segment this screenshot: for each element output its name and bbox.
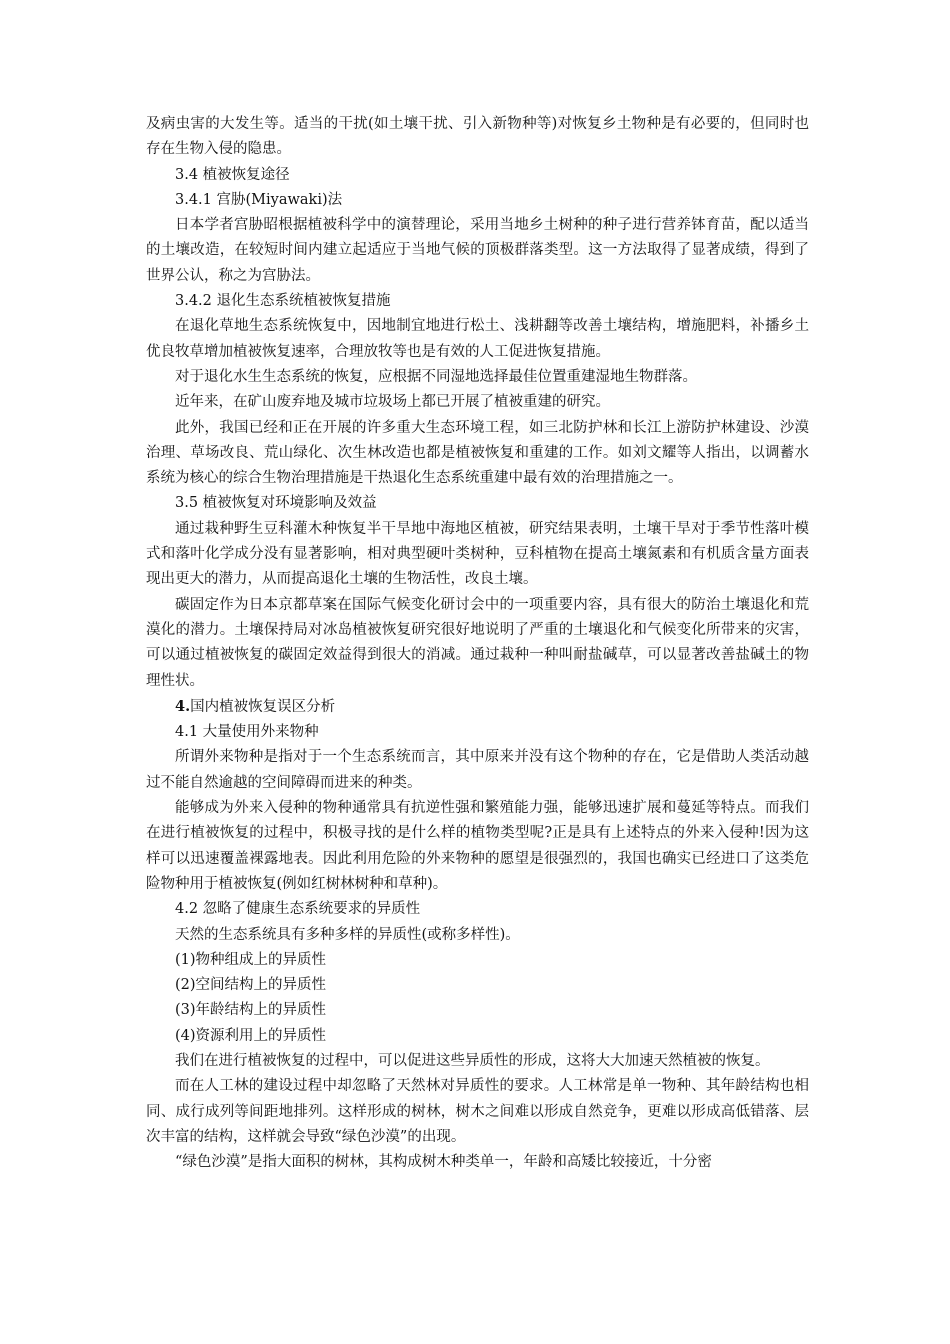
heading-3-4-1: 3.4.1 宫胁(Miyawaki)法 [175,191,343,208]
heading-4-title: 国内植被恢复误区分析 [190,698,336,715]
list-item-4: (4)资源利用上的异质性 [175,1027,327,1044]
heading-4-2: 4.2 忽略了健康生态系统要求的异质性 [175,901,421,918]
paragraph-grassland: 在退化草地生态系统恢复中，因地制宜地进行松土、浅耕翻等改善土壤结构，增施肥料，补播乡土优良牧草增加植被恢复速率，合理放牧等也是有效的人工促进恢复措施。 [146,318,809,360]
paragraph-alien-species-definition: 所谓外来物种是指对于一个生态系统而言，其中原来并没有这个物种的存在，它是借助人类活动越过不能自然逾越的空间障碍而进来的种类。 [146,749,809,791]
paragraph-wetland: 对于退化水生生态系统的恢复，应根据不同湿地选择最佳位置重建湿地生物群落。 [175,368,697,385]
document-body [146,112,809,1175]
heading-4-number: 4. [175,697,191,715]
heading-4 [146,694,809,720]
paragraph-heterogeneity-intro: 天然的生态系统具有多种多样的异质性(或称多样性)。 [175,926,520,943]
paragraph-1: 及病虫害的大发生等。适当的干扰(如土壤干扰、引入新物种等)对恢复乡土物种是有必要的，但同时也存在生物入侵的隐患。 [146,116,809,158]
heading-3-5: 3.5 植被恢复对环境影响及效益 [175,495,377,512]
list-item-3: (3)年龄结构上的异质性 [175,1002,327,1019]
heading-4-1: 4.1 大量使用外来物种 [175,724,319,741]
paragraph-legume-shrubs: 通过栽种野生豆科灌木种恢复半干旱地中海地区植被，研究结果表明，土壤干旱对于季节性落叶模式和落叶化学成分没有显著影响，相对典型硬叶类树种，豆科植物在提高土壤氮素和有机质含量方面表现出更大的潜力，从而提高退化土壤的生物活性，改良土壤。 [146,520,809,588]
paragraph-promote-heterogeneity: 我们在进行植被恢复的过程中，可以促进这些异质性的形成，这将大大加速天然植被的恢复。 [175,1052,770,1069]
list-item-1: (1)物种组成上的异质性 [175,951,327,968]
paragraph-invasive-species: 能够成为外来入侵种的物种通常具有抗逆性强和繁殖能力强，能够迅速扩展和蔓延等特点。而我们在进行植被恢复的过程中，积极寻找的是什么样的植物类型呢?正是具有上述特点的外来入侵种!因为这样可以迅速覆盖裸露地表。因此利用危险的外来物种的愿望是很强烈的，我国也确实已经进口了这类危险物种用于植被恢复(例如红树林树种和草种)。 [146,800,809,892]
heading-3-4-2: 3.4.2 退化生态系统植被恢复措施 [175,293,391,310]
heading-3-4: 3.4 植被恢复途径 [175,166,290,183]
paragraph-carbon-fixation: 碳固定作为日本京都草案在国际气候变化研讨会中的一项重要内容，具有很大的防治土壤退化和荒漠化的潜力。土壤保持局对冰岛植被恢复研究很好地说明了严重的土壤退化和气候变化所带来的灾害，可以通过植被恢复的碳固定效益得到很大的消减。通过栽种一种叫耐盐碱草，可以显著改善盐碱土的物理性状。 [146,596,809,689]
paragraph-green-desert: “绿色沙漠”是指大面积的树林，其构成树木种类单一，年龄和高矮比较接近，十分密 [175,1154,712,1171]
paragraph-plantation: 而在人工林的建设过程中却忽略了天然林对异质性的要求。人工林常是单一物种、其年龄结构也相同、成行成列等间距地排列。这样形成的树林，树木之间难以形成自然竞争，更难以形成高低错落、层次丰富的结构，这样就会导致“绿色沙漠”的出现。 [146,1078,809,1145]
paragraph-mine-waste: 近年来，在矿山废弃地及城市垃圾场上都已开展了植被重建的研究。 [175,394,610,411]
list-item-2: (2)空间结构上的异质性 [175,977,327,994]
paragraph-national-projects: 此外，我国已经和正在开展的许多重大生态环境工程，如三北防护林和长江上游防护林建设、沙漠治理、草场改良、荒山绿化、次生林改造也都是植被恢复和重建的工作。如刘文耀等人指出，以调蓄水系统为核心的综合生物治理措施是干热退化生态系统重建中最有效的治理措施之一。 [146,419,809,487]
paragraph-miyawaki: 日本学者宫胁昭根据植被科学中的演替理论，采用当地乡土树种的种子进行营养钵育苗，配以适当的土壤改造，在较短时间内建立起适应于当地气候的顶极群落类型。这一方法取得了显著成绩，得到了世界公认，称之为宫胁法。 [146,217,809,284]
